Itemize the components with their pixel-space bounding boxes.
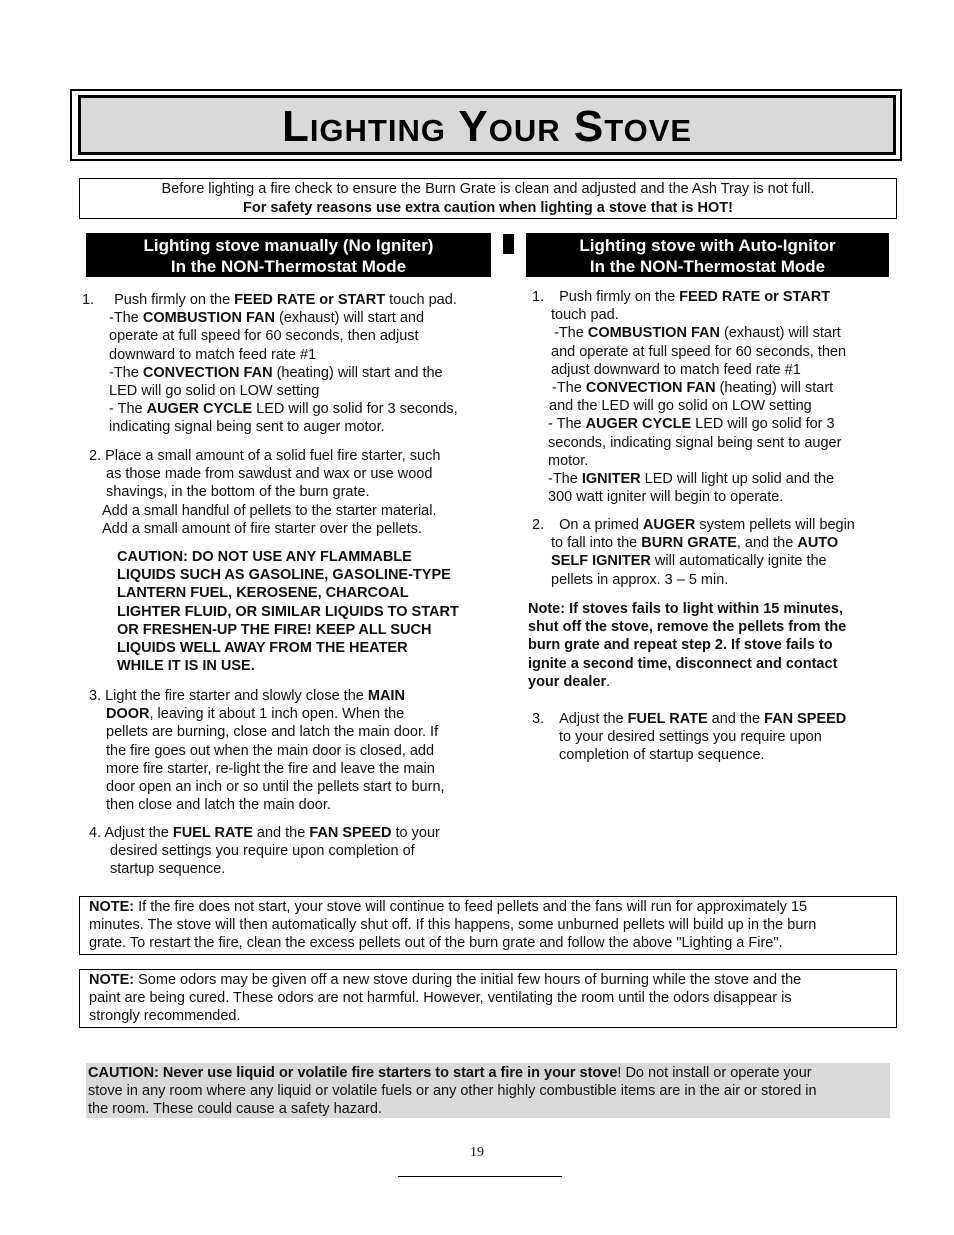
odor-note-box: NOTE: Some odors may be given off a new stove during the initial few hours of burning while the stove and the paint are being cured. These odors are not harmful. However, ventilating the room until the odors disappear is strongly recommended. [79,969,897,1028]
right-section-header [526,233,889,277]
note-label: NOTE: [89,972,135,988]
page-title: Lighting Your Stove [281,102,693,151]
left-section-header [86,233,491,277]
column-marker [503,234,514,254]
note-label: NOTE: [89,899,135,915]
right-step-1: 1. Push firmly on the FEED RATE or START touch pad. -The COMBUSTION FAN (exhaust) will start and operate at full speed for 60 seconds, then adjust downward to match feed rate #1 -The CONVECTION FAN (heating) will start and the LED will go solid on LOW setting - The AUGER CYCLE LED will go solid for 3 seconds, indicating signal being sent to auger motor. -The IGNITER LED will light up solid and the 300 watt igniter will begin to operate. [532,289,847,506]
intro-line: Before lighting a fire check to ensure the Burn Grate is clean and adjusted and the Ash Tray is not full. [161,181,815,197]
page-number: 19 [470,1145,484,1160]
flammable-caution: CAUTION: DO NOT USE ANY FLAMMABLE LIQUIDS SUCH AS GASOLINE, GASOLINE-TYPE LANTERN FUEL, KEROSENE, CHARCOAL LIGHTER FLUID, OR SIMILAR LIQUIDS TO START OR FRESHEN-UP THE FIRE! KEEP ALL SUCH LIQUIDS WELL AWAY FROM THE HEATER WHILE IT IS IN USE. [117,549,459,675]
footer-rule [398,1176,562,1177]
right-header-line2: In the NON-Thermostat Mode [589,257,826,276]
left-step-3: 3. Light the fire starter and slowly close the MAIN DOOR, leaving it about 1 inch open. When the pellets are burning, close and latch the main door. If the fire goes out when the main door is closed, add more fire starter, re-light the fire and leave the main door open an inch or so until the pellets start to burn, then close and latch the main door. [89,688,445,814]
left-step-2: 2. Place a small amount of a solid fuel fire starter, such as those made from sawdust and wax or use wood shavings, in the bottom of the burn grate. Add a small handful of pellets to the starter material. Add a small amount of fire starter over the pellets. [89,448,441,537]
title-banner [78,95,896,155]
fire-starter-caution-box: CAUTION: Never use liquid or volatile fire starters to start a fire in your stove! Do not install or operate your stove in any room where any liquid or volatile fuels or any other highly combustible items are in the air or stored in the room. These could cause a safety hazard. [86,1063,890,1118]
left-header-line2: In the NON-Thermostat Mode [170,257,407,276]
left-step-4: 4. Adjust the FUEL RATE and the FAN SPEED to your desired settings you require upon completion of startup sequence. [89,825,440,878]
intro-warning: For safety reasons use extra caution when lighting a stove that is HOT! [243,200,733,216]
intro-box [79,178,897,219]
left-step-1: 1. Push firmly on the FEED RATE or START touch pad. -The COMBUSTION FAN (exhaust) will start and operate at full speed for 60 seconds, then adjust downward to match feed rate #1 -The CONVECTION FAN (heating) will start and the LED will go solid on LOW setting - The AUGER CYCLE LED will go solid for 3 seconds, indicating signal being sent to auger motor. [82,292,458,436]
right-step-3: 3. Adjust the FUEL RATE and the FAN SPEED to your desired settings you require upon completion of startup sequence. [532,711,847,764]
right-header-line1: Lighting stove with Auto-Ignitor [579,236,836,255]
right-step-2: 2. On a primed AUGER system pellets will begin to fall into the BURN GRATE, and the AUTO SELF IGNITER will automatically ignite the pellets in approx. 3 – 5 min. [532,517,855,588]
left-header-line1: Lighting stove manually (No Igniter) [143,236,434,255]
right-failure-note: Note: If stoves fails to light within 15 minutes, shut off the stove, remove the pellets from the burn grate and repeat step 2. If stove fails to ignite a second time, disconnect and contact your dealer. [528,601,847,690]
restart-note-box: NOTE: If the fire does not start, your stove will continue to feed pellets and the fans will run for approximately 15 minutes. The stove will then automatically shut off. If this happens, some unburned pellets will build up in the burn grate. To restart the fire, clean the excess pellets out of the burn grate and follow the above "Lighting a Fire". [79,896,897,955]
